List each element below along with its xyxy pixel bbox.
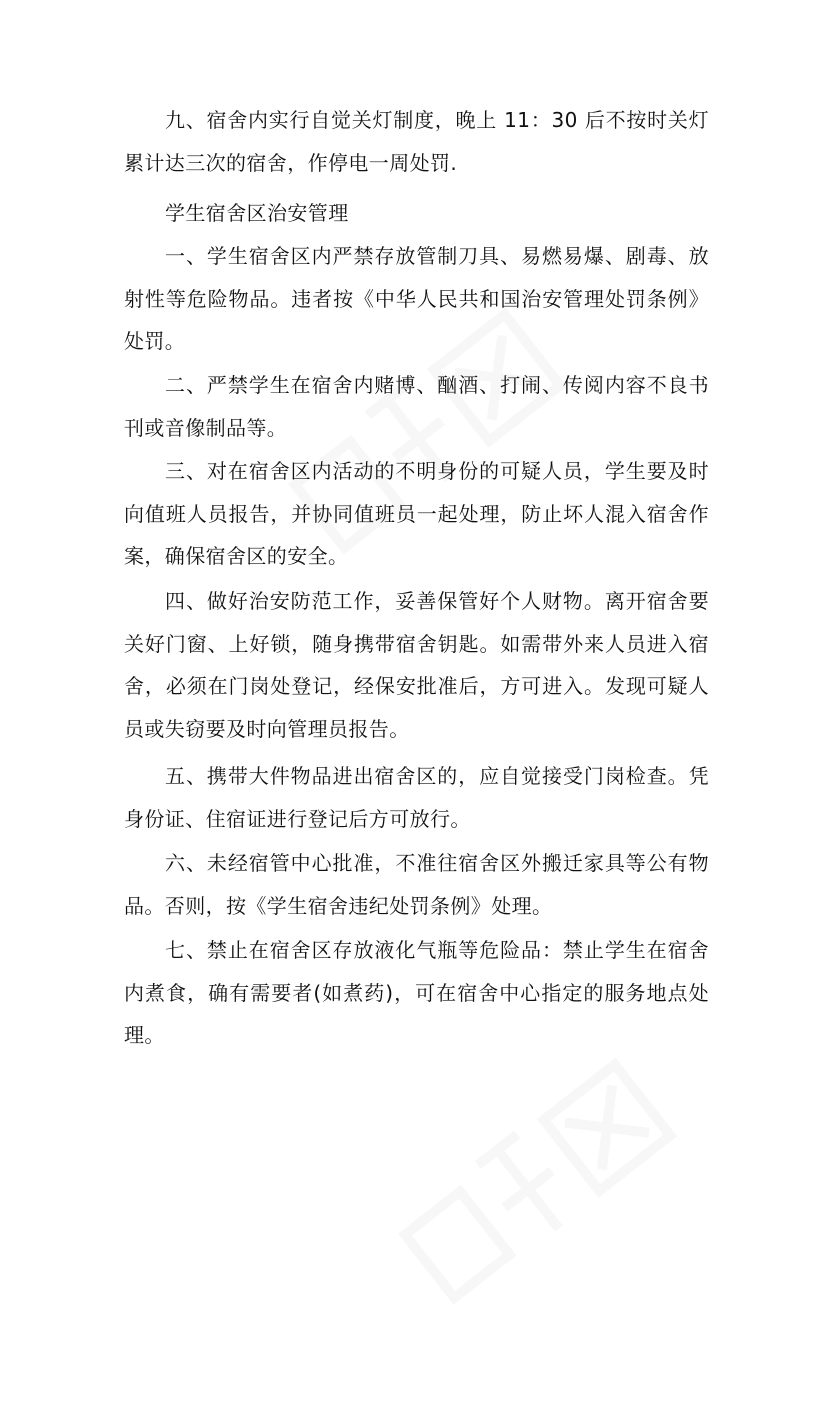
paragraph-rule-5: 五、携带大件物品进出宿舍区的，应自觉接受门岗检查。凭身份证、住宿证进行登记后方可放行。 xyxy=(124,764,709,831)
paragraph-rule-7: 七、禁止在宿舍区存放液化气瓶等危险品：禁止学生在宿舍内煮食，确有需要者(如煮药)，可在宿舍中心指定的服务地点处理。 xyxy=(124,938,709,1047)
paragraph-rule-2: 二、严禁学生在宿舍内赌博、酗酒、打闹、传阅内容不良书刊或音像制品等。 xyxy=(124,373,709,440)
paragraph-rule-1: 一、学生宿舍区内严禁存放管制刀具、易燃易爆、剧毒、放射性等危险物品。违者按《中华人民共和国治安管理处罚条例》处罚。 xyxy=(124,244,709,353)
paragraph-rule-6: 六、未经宿管中心批准，不准往宿舍区外搬迁家具等公有物品。否则，按《学生宿舍违纪处罚条例》处理。 xyxy=(124,851,709,918)
paragraph-rule-3: 三、对在宿舍区内活动的不明身份的可疑人员，学生要及时向值班人员报告，并协同值班员一起处理，防止坏人混入宿舍作案，确保宿舍区的安全。 xyxy=(124,459,709,568)
section-heading: 学生宿舍区治安管理 xyxy=(165,201,349,225)
paragraph-rule-9: 九、宿舍内实行自觉关灯制度，晚上 11：30 后不按时关灯累计达三次的宿舍，作停电一周处罚. xyxy=(124,108,709,175)
paragraph-rule-4: 四、做好治安防范工作，妥善保管好个人财物。离开宿舍要关好门窗、上好锁，随身携带宿舍钥匙。如需带外来人员进入宿舍，必须在门岗处登记，经保安批准后，方可进入。发现可疑人员或失窃要及时向管理员报告。 xyxy=(124,589,709,741)
